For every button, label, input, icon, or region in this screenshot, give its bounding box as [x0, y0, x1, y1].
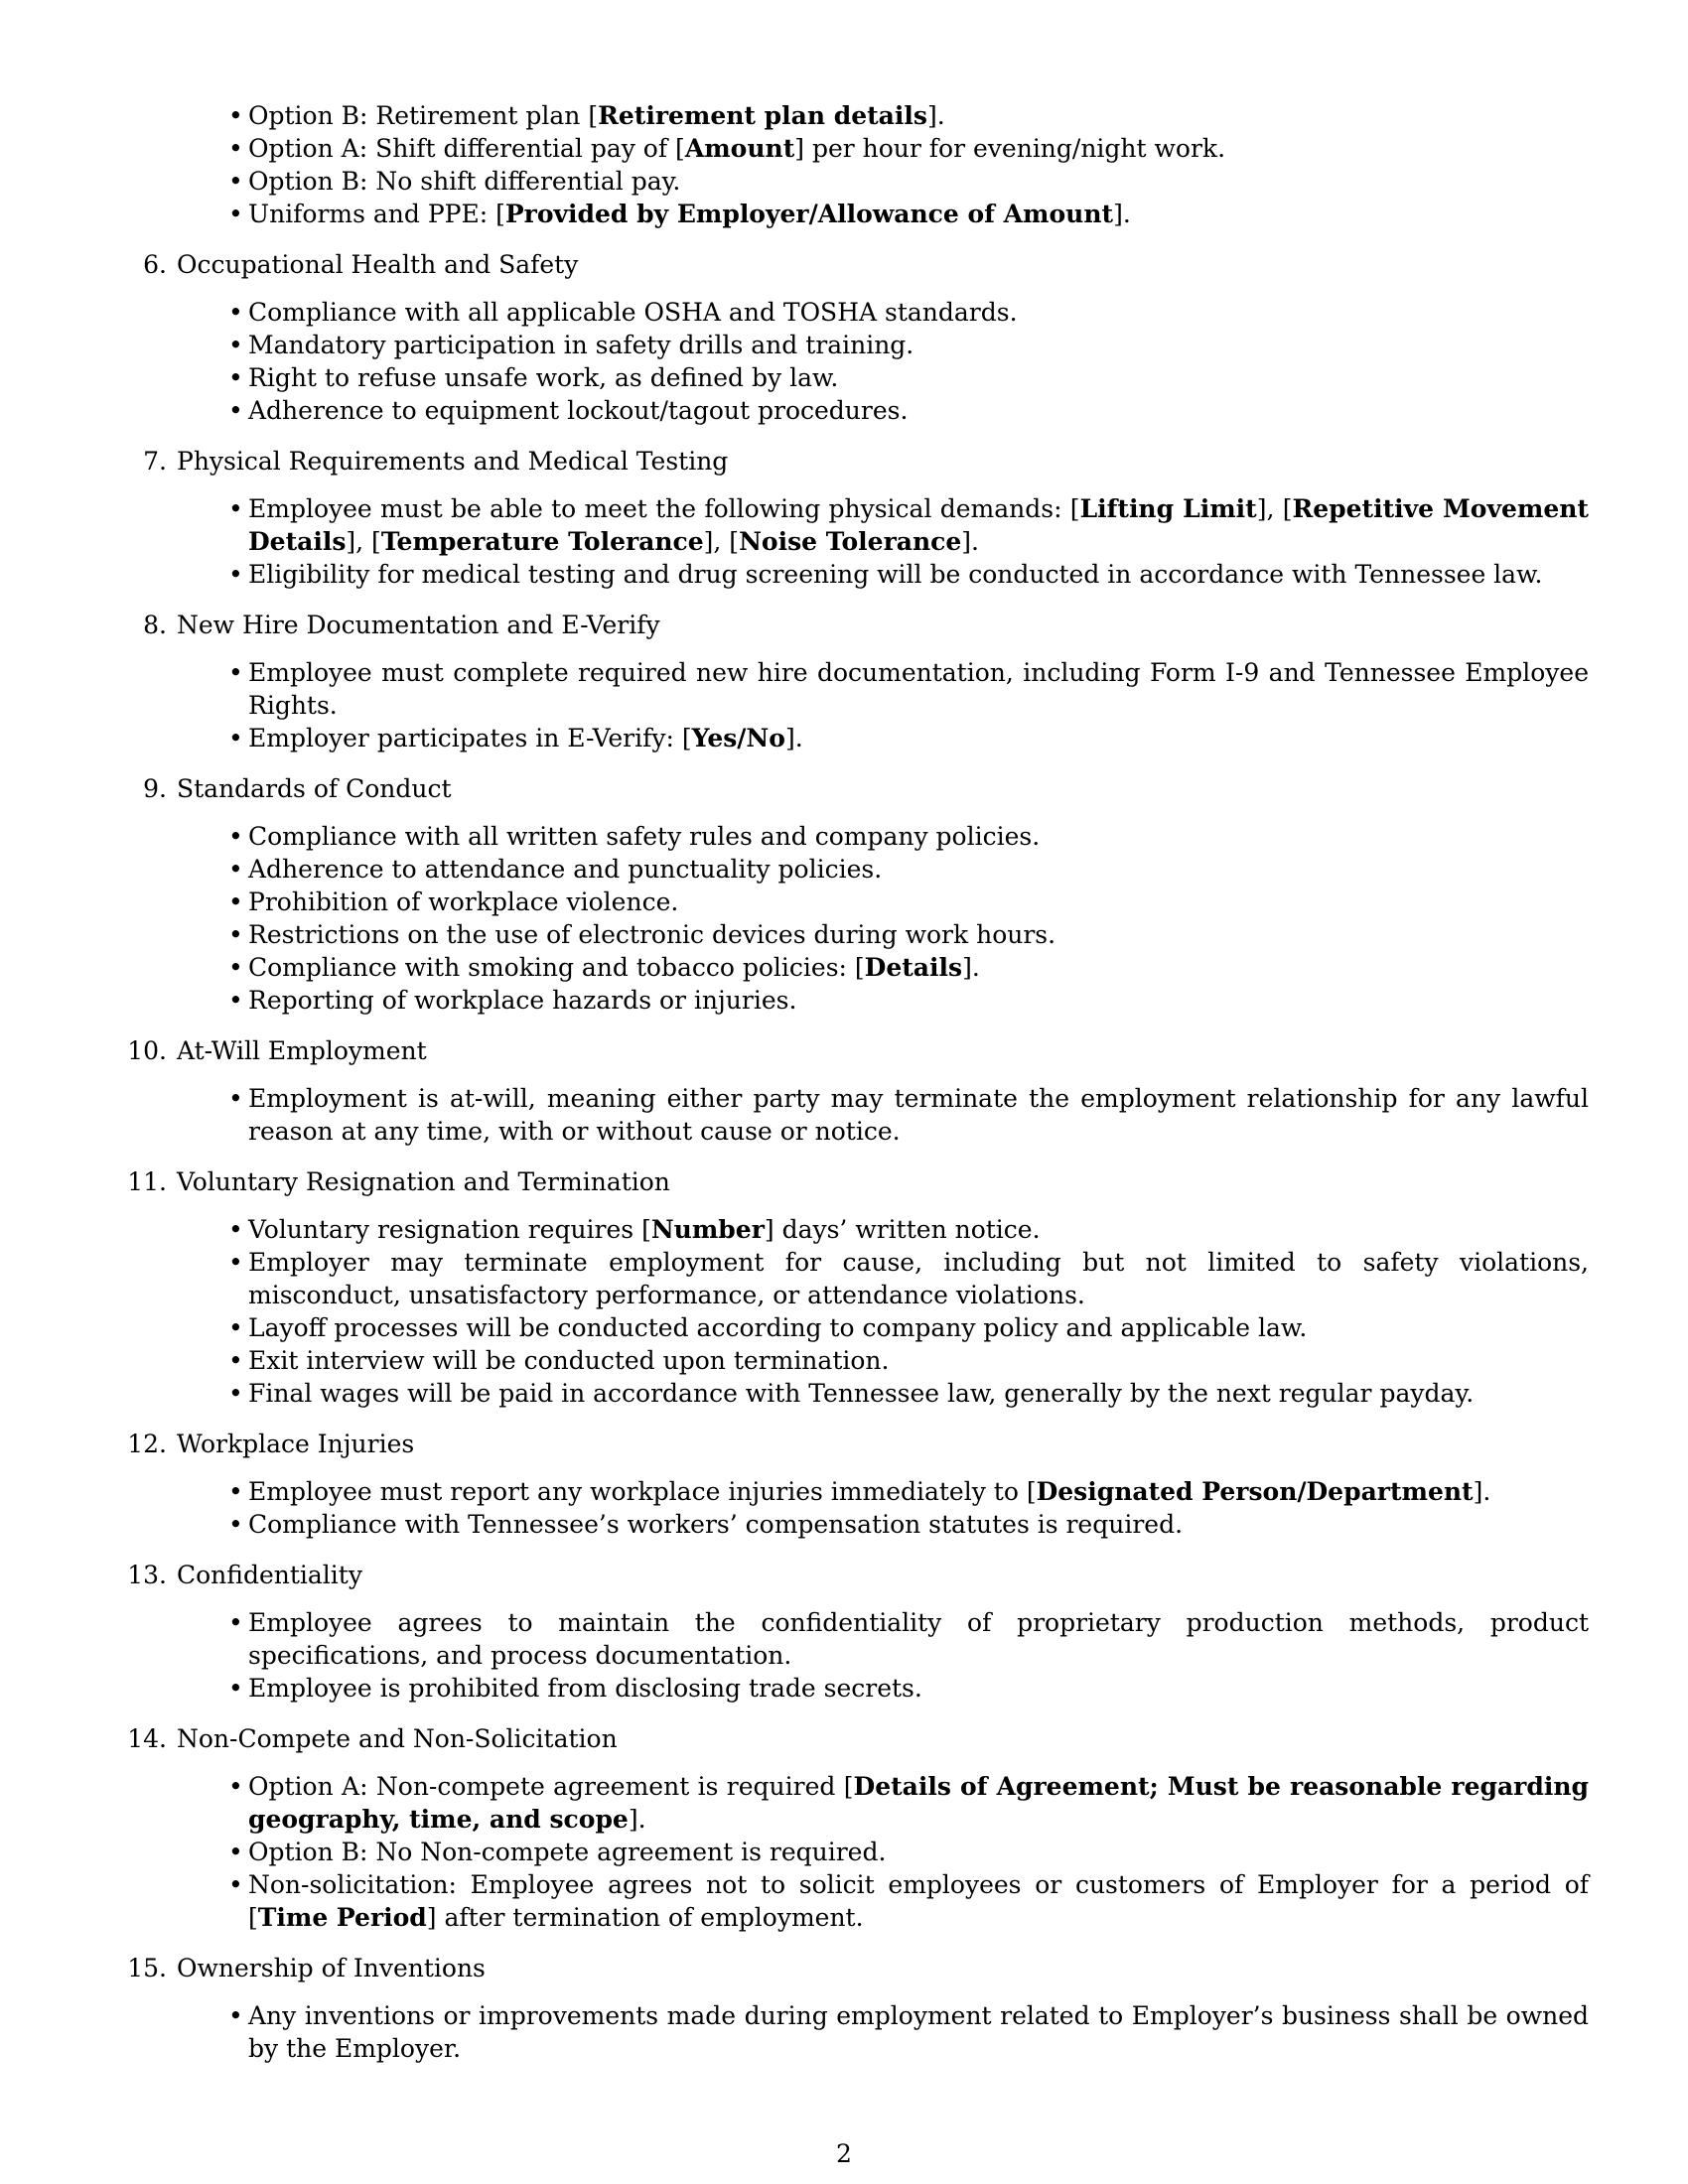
- bullet-list: [228, 1475, 1589, 1541]
- placeholder-field: Amount: [684, 134, 795, 163]
- bullet-item: [228, 853, 1589, 886]
- bullet-item: [228, 984, 1589, 1017]
- bullet-text: Compliance with all written safety rules and company policies.: [248, 822, 1041, 851]
- bullet-text: Reporting of workplace hazards or injuries.: [248, 986, 797, 1015]
- bullet-item: [228, 951, 1589, 984]
- section-number: 7.: [143, 447, 167, 476]
- section-title: Ownership of Inventions: [177, 1954, 486, 1982]
- section: [119, 1952, 1589, 2065]
- section-heading: [119, 1952, 1589, 1984]
- section-number: 8.: [143, 611, 167, 639]
- section-number: 6.: [143, 250, 167, 279]
- section-heading: [119, 1165, 1589, 1198]
- section: [119, 248, 1589, 427]
- bullet-text: Employee must report any workplace injuries immediately to [: [248, 1477, 1037, 1506]
- section: [119, 1428, 1589, 1541]
- section-heading: [119, 609, 1589, 641]
- bullet-list: [228, 296, 1589, 427]
- bullet-list: [228, 656, 1589, 754]
- bullet-text: Employer participates in E-Verify: [: [248, 724, 692, 752]
- bullet-text: Employee is prohibited from disclosing trade secrets.: [248, 1674, 922, 1703]
- placeholder-field: Provided by Employer/Allowance of Amount: [504, 200, 1114, 228]
- bullet-item: [228, 1508, 1589, 1541]
- placeholder-field: Yes/No: [691, 724, 785, 752]
- bullet-text: Mandatory participation in safety drills and training.: [248, 331, 914, 359]
- bullet-item: [228, 1606, 1589, 1672]
- section-number: 13.: [127, 1561, 167, 1589]
- bullet-text: Option B: No Non-compete agreement is required.: [248, 1838, 887, 1866]
- section-title: New Hire Documentation and E-Verify: [177, 611, 660, 639]
- section-number: 12.: [127, 1430, 167, 1458]
- page-number: 2: [836, 2139, 852, 2168]
- continued-benefits-list: [228, 99, 1589, 230]
- bullet-item: [228, 1836, 1589, 1868]
- bullet-text: Layoff processes will be conducted according to company policy and applicable law.: [248, 1313, 1308, 1342]
- bullet-text: ].: [962, 953, 980, 982]
- bullet-item: [228, 1213, 1589, 1246]
- bullet-list: [228, 1999, 1589, 2065]
- bullet-text: ], [: [1256, 494, 1293, 523]
- bullet-text: Employment is at-will, meaning either party may terminate the employment relationship for any lawful reason at any time, with or without cause or notice.: [248, 1084, 1589, 1146]
- bullet-list: [228, 1770, 1589, 1934]
- section-title: Non-Compete and Non-Solicitation: [177, 1724, 618, 1753]
- section-heading: [119, 1722, 1589, 1755]
- bullet-item: [228, 1868, 1589, 1934]
- bullet-item: [228, 296, 1589, 329]
- bullet-item: [228, 1377, 1589, 1410]
- bullet-list: [228, 492, 1589, 591]
- bullet-item: [228, 1246, 1589, 1311]
- section-heading: [119, 248, 1589, 281]
- bullet-item: [228, 198, 1589, 230]
- section-title: Confidentiality: [177, 1561, 362, 1589]
- bullet-item: [228, 329, 1589, 361]
- section-title: Occupational Health and Safety: [177, 250, 579, 279]
- section: [119, 772, 1589, 1017]
- bullet-item: [228, 1082, 1589, 1148]
- bullet-text: Option B: No shift differential pay.: [248, 167, 681, 196]
- bullet-text: ].: [628, 1805, 646, 1834]
- placeholder-field: Time Period: [257, 1903, 427, 1932]
- bullet-text: Compliance with all applicable OSHA and TOSHA standards.: [248, 298, 1018, 327]
- section: [119, 1722, 1589, 1934]
- section-title: Workplace Injuries: [177, 1430, 415, 1458]
- bullet-item: [228, 165, 1589, 198]
- placeholder-field: Number: [650, 1215, 765, 1244]
- bullet-text: Any inventions or improvements made during employment related to Employer’s business shall be owned by the Employer.: [248, 2001, 1589, 2063]
- placeholder-field: Noise Tolerance: [739, 527, 962, 556]
- bullet-text: Employee must be able to meet the following physical demands: [: [248, 494, 1080, 523]
- bullet-text: Option A: Non-compete agreement is required [: [248, 1772, 854, 1801]
- bullet-text: ] after termination of employment.: [426, 1903, 864, 1932]
- bullet-text: Restrictions on the use of electronic devices during work hours.: [248, 920, 1056, 949]
- bullet-item: [228, 394, 1589, 427]
- bullet-item: [228, 1311, 1589, 1344]
- section-heading: [119, 1034, 1589, 1067]
- bullet-text: Prohibition of workplace violence.: [248, 887, 679, 916]
- sections-container: [119, 248, 1589, 2065]
- bullet-item: [228, 1475, 1589, 1508]
- placeholder-field: Retirement plan details: [598, 101, 927, 130]
- bullet-text: ], [: [346, 527, 381, 556]
- bullet-item: [228, 1344, 1589, 1377]
- bullet-item: [228, 820, 1589, 853]
- bullet-item: [228, 918, 1589, 951]
- section-heading: [119, 772, 1589, 805]
- bullet-text: Option A: Shift differential pay of [: [248, 134, 685, 163]
- bullet-item: [228, 1770, 1589, 1836]
- bullet-list: [228, 1082, 1589, 1148]
- bullet-item: [228, 492, 1589, 558]
- bullet-list: [228, 1213, 1589, 1410]
- bullet-text: ].: [784, 724, 803, 752]
- bullet-item: [228, 132, 1589, 165]
- section-title: Voluntary Resignation and Termination: [177, 1167, 670, 1196]
- section-title: At-Will Employment: [177, 1036, 427, 1065]
- placeholder-field: Lifting Limit: [1079, 494, 1257, 523]
- bullet-text: ].: [961, 527, 979, 556]
- section-number: 10.: [127, 1036, 167, 1065]
- bullet-text: Employee must complete required new hire documentation, including Form I-9 and Tennessee Employee Rights.: [248, 658, 1589, 720]
- placeholder-field: Temperature Tolerance: [380, 527, 704, 556]
- bullet-text: Final wages will be paid in accordance with Tennessee law, generally by the next regular payday.: [248, 1379, 1475, 1408]
- section: [119, 445, 1589, 591]
- bullet-text: ] days’ written notice.: [764, 1215, 1041, 1244]
- section: [119, 1559, 1589, 1705]
- section-title: Standards of Conduct: [177, 774, 452, 803]
- placeholder-field: Designated Person/Department: [1036, 1477, 1474, 1506]
- placeholder-field: Repetitive Movement Details: [248, 494, 1589, 556]
- placeholder-field: Details of Agreement; Must be reasonable regarding geography, time, and scope: [248, 1772, 1589, 1834]
- bullet-text: Employer may terminate employment for cause, including but not limited to safety violations, misconduct, unsatisfactory performance, or attendance violations.: [248, 1248, 1589, 1309]
- section: [119, 609, 1589, 754]
- bullet-text: Adherence to equipment lockout/tagout procedures.: [248, 396, 909, 425]
- section-heading: [119, 1428, 1589, 1460]
- document-page: [119, 99, 1589, 2083]
- bullet-text: Exit interview will be conducted upon termination.: [248, 1346, 890, 1375]
- bullet-text: Employee agrees to maintain the confidentiality of proprietary production methods, product specifications, and process documentation.: [248, 1608, 1589, 1670]
- bullet-text: Compliance with smoking and tobacco policies: [: [248, 953, 865, 982]
- section-number: 11.: [127, 1167, 167, 1196]
- bullet-list: [228, 1606, 1589, 1705]
- bullet-text: ].: [1473, 1477, 1491, 1506]
- bullet-item: [228, 99, 1589, 132]
- bullet-text: Option B: Retirement plan [: [248, 101, 599, 130]
- bullet-text: ].: [1113, 200, 1131, 228]
- bullet-list: [228, 820, 1589, 1017]
- bullet-text: Compliance with Tennessee’s workers’ compensation statutes is required.: [248, 1510, 1184, 1539]
- section-number: 15.: [127, 1954, 167, 1982]
- section-number: 14.: [127, 1724, 167, 1753]
- bullet-text: Right to refuse unsafe work, as defined by law.: [248, 363, 839, 392]
- bullet-text: ] per hour for evening/night work.: [794, 134, 1226, 163]
- bullet-item: [228, 1672, 1589, 1705]
- section: [119, 1165, 1589, 1410]
- bullet-text: Voluntary resignation requires [: [248, 1215, 651, 1244]
- bullet-text: Adherence to attendance and punctuality policies.: [248, 855, 883, 884]
- bullet-text: Non-solicitation: Employee agrees not to solicit employees or customers of Employer for a period of [: [248, 1870, 1589, 1932]
- bullet-item: [228, 886, 1589, 918]
- bullet-text: ].: [926, 101, 945, 130]
- bullet-item: [228, 722, 1589, 754]
- bullet-item: [228, 558, 1589, 591]
- section: [119, 1034, 1589, 1148]
- bullet-text: Uniforms and PPE: [: [248, 200, 505, 228]
- section-heading: [119, 445, 1589, 478]
- bullet-item: [228, 361, 1589, 394]
- section-number: 9.: [143, 774, 167, 803]
- bullet-text: ], [: [703, 527, 740, 556]
- bullet-item: [228, 656, 1589, 722]
- bullet-item: [228, 1999, 1589, 2065]
- section-heading: [119, 1559, 1589, 1591]
- bullet-text: Eligibility for medical testing and drug screening will be conducted in accordance with Tennessee law.: [248, 560, 1543, 589]
- placeholder-field: Details: [864, 953, 963, 982]
- section-title: Physical Requirements and Medical Testing: [177, 447, 729, 476]
